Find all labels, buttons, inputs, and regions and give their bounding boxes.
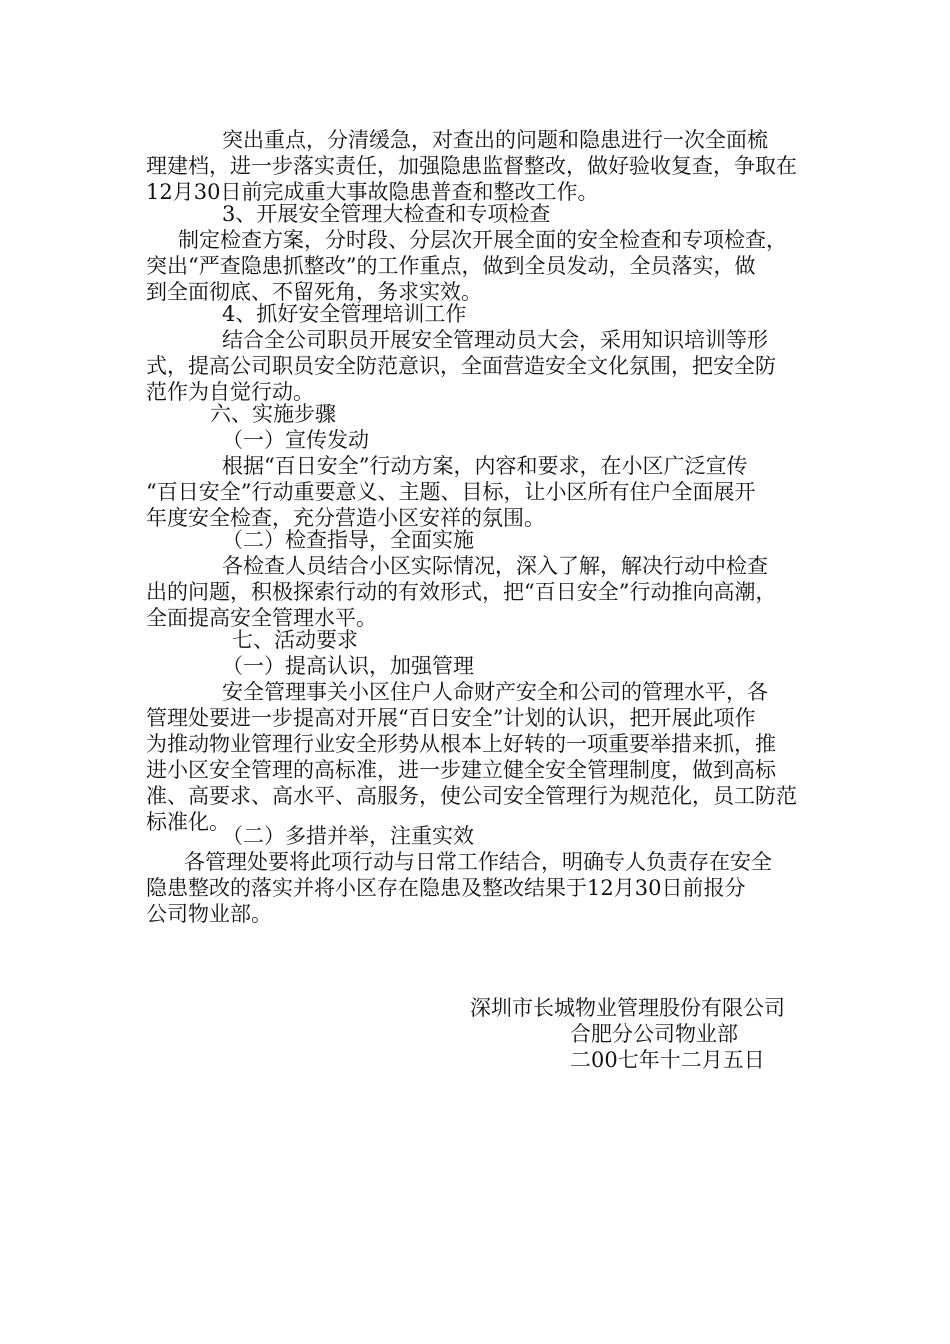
paragraph-5 bbox=[222, 553, 768, 579]
signature-date: 二00七年十二月五日 bbox=[570, 1048, 765, 1072]
section-heading: 六、实施步骤 bbox=[210, 402, 336, 426]
subheading-7-1 bbox=[222, 653, 474, 679]
subsection-heading: （一）提高认识，加强管理 bbox=[222, 654, 474, 678]
text-line: 结合全公司职员开展安全管理动员大会，采用知识培训等形 bbox=[222, 328, 768, 352]
heading-3 bbox=[222, 201, 550, 227]
text-line: 安全管理事关小区住户人命财产安全和公司的管理水平，各 bbox=[222, 680, 768, 704]
section-heading: 3、开展安全管理大检查和专项检查 bbox=[222, 202, 551, 226]
text-line: 隐患整改的落实并将小区存在隐患及整改结果于12月30日前报分 bbox=[146, 876, 746, 900]
paragraph-7 bbox=[184, 849, 772, 875]
text-line: 为推动物业管理行业安全形势从根本上好转的一项重要举措来抓，推 bbox=[146, 732, 776, 756]
text-line: 12月30日前完成重大事故隐患普查和整改工作。 bbox=[146, 180, 599, 204]
subsection-heading: （一）宣传发动 bbox=[222, 428, 369, 452]
text-line: 出的问题，积极探索行动的有效形式，把“百日安全”行动推向高潮， bbox=[146, 580, 777, 604]
paragraph-7-cont bbox=[146, 875, 745, 927]
text-line: 进小区安全管理的高标准，进一步建立健全安全管理制度，做到高标 bbox=[146, 758, 776, 782]
heading-7 bbox=[232, 627, 358, 653]
paragraph-4 bbox=[222, 453, 747, 479]
text-line: 理建档，进一步落实责任，加强隐患监督整改，做好验收复查，争取在 bbox=[146, 154, 797, 178]
paragraph-5-cont bbox=[146, 579, 776, 631]
text-line: 年度安全检查，充分营造小区安祥的氛围。 bbox=[146, 506, 545, 530]
section-heading: 七、活动要求 bbox=[232, 628, 358, 652]
subsection-heading: （二）检查指导，全面实施 bbox=[222, 528, 474, 552]
text-line: 式，提高公司职员安全防范意识，全面营造安全文化氛围，把安全防 bbox=[146, 354, 776, 378]
section-heading: 4、抓好安全管理培训工作 bbox=[222, 302, 467, 326]
text-line: 根据“百日安全”行动方案，内容和要求，在小区广泛宣传 bbox=[222, 454, 748, 478]
heading-4 bbox=[222, 301, 466, 327]
subheading-6-1 bbox=[222, 427, 369, 453]
text-line: 公司物业部。 bbox=[146, 902, 272, 926]
heading-6 bbox=[210, 401, 336, 427]
text-line: 突出“严查隐患抓整改”的工作重点，做到全员发动，全员落实，做 bbox=[146, 254, 756, 278]
text-line: 突出重点，分清缓急，对查出的问题和隐患进行一次全面梳 bbox=[222, 128, 768, 152]
text-line: 到全面彻底、不留死角，务求实效。 bbox=[146, 280, 482, 304]
text-line: 准、高要求、高水平、高服务，使公司安全管理行为规范化，员工防范 bbox=[146, 784, 797, 808]
paragraph-1 bbox=[222, 127, 768, 153]
text-line: 各检查人员结合小区实际情况，深入了解，解决行动中检查 bbox=[222, 554, 768, 578]
paragraph-6 bbox=[222, 679, 768, 705]
subheading-6-2 bbox=[222, 527, 474, 553]
paragraph-3 bbox=[222, 327, 768, 353]
signature-department: 合肥分公司物业部 bbox=[570, 1022, 738, 1046]
paragraph-3-cont bbox=[146, 353, 776, 405]
paragraph-4-cont bbox=[146, 479, 755, 531]
paragraph-6-cont bbox=[146, 705, 797, 835]
subheading-7-2 bbox=[222, 823, 474, 849]
text-line: “百日安全”行动重要意义、主题、目标，让小区所有住户全面展开 bbox=[146, 480, 756, 504]
text-line: 范作为自觉行动。 bbox=[146, 380, 314, 404]
text-line: 全面提高安全管理水平。 bbox=[146, 606, 377, 630]
paragraph-2-cont bbox=[146, 253, 755, 305]
paragraph-1-cont bbox=[146, 153, 797, 205]
text-line: 标准化。 bbox=[146, 810, 230, 834]
subsection-heading: （二）多措并举，注重实效 bbox=[222, 824, 474, 848]
text-line: 制定检查方案，分时段、分层次开展全面的安全检查和专项检查， bbox=[178, 228, 787, 252]
paragraph-2 bbox=[178, 227, 787, 253]
text-line: 管理处要进一步提高对开展“百日安全”计划的认识，把开展此项作 bbox=[146, 706, 756, 730]
signature-company: 深圳市长城物业管理股份有限公司 bbox=[470, 996, 785, 1020]
text-line: 各管理处要将此项行动与日常工作结合，明确专人负责存在安全 bbox=[184, 850, 772, 874]
